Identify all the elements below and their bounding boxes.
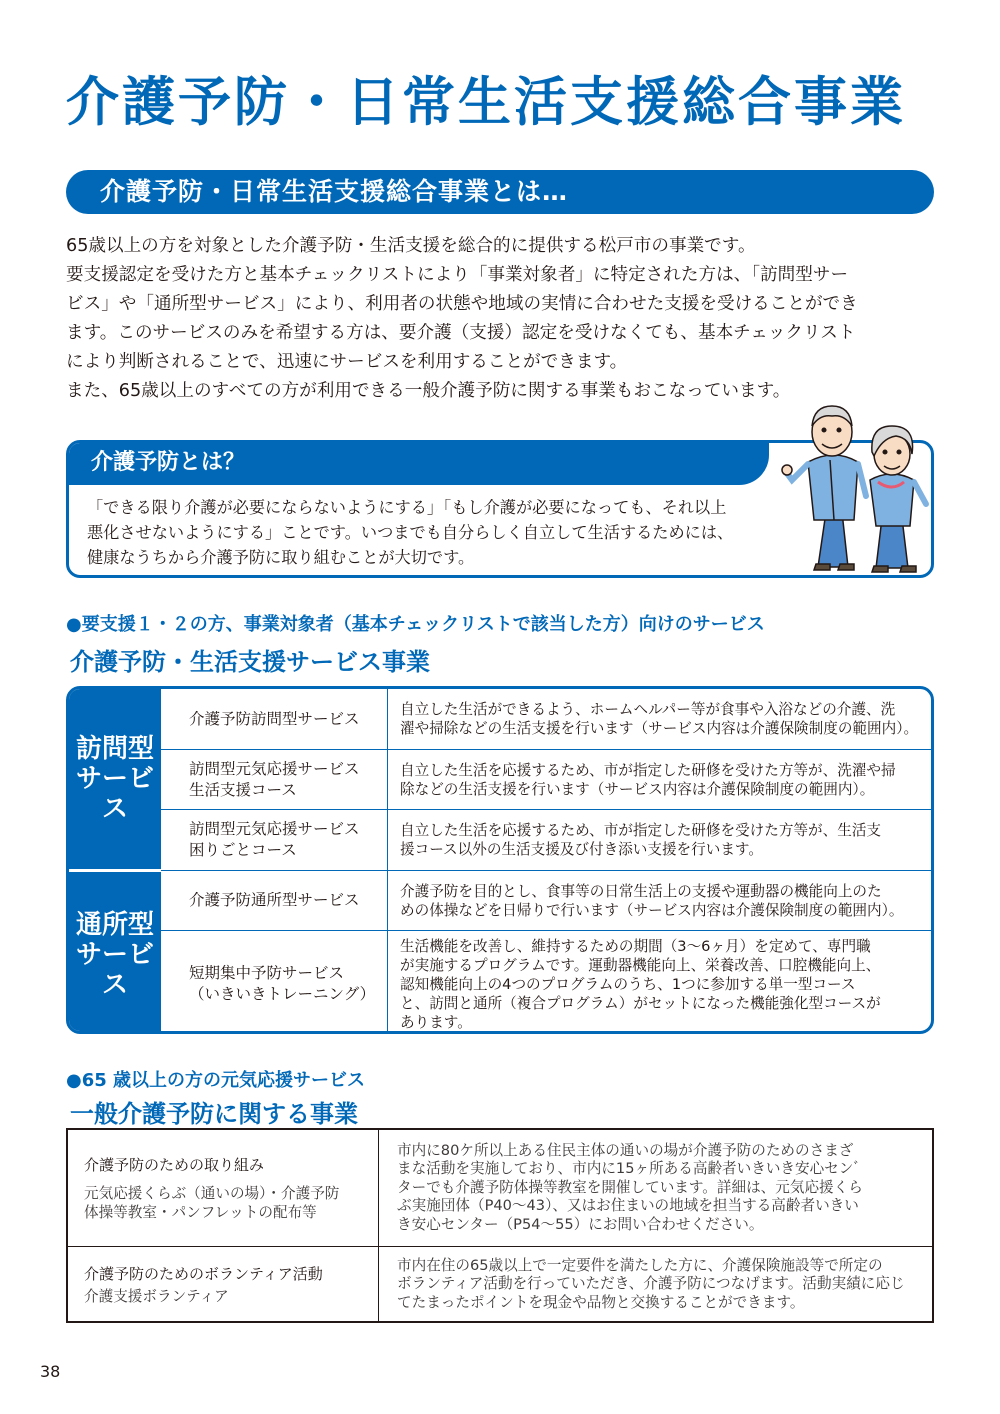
general-name	[68, 1130, 378, 1246]
kaigo-yobou-heading: 介護予防とは？	[91, 450, 246, 475]
general-desc-line: 市内に80ケ所以上ある住民主体の通いの場が介護予防のためのさまざ	[397, 1141, 854, 1159]
general-name	[68, 1247, 378, 1322]
service-name-line: 訪問型元気応援サービス	[189, 820, 360, 838]
intro-line: ます。このサービスのみを希望する方は、要介護（支援）認定を受けなくても、基本チェックリスト	[66, 323, 856, 343]
intro-line: により判断されることで、迅速にサービスを利用することができます。	[66, 352, 628, 372]
table-row	[68, 1246, 932, 1322]
intro-text	[66, 232, 946, 406]
kaigo-yobou-line: 「できる限り介護が必要にならないようにする」「もし介護が必要になっても、それ以上	[87, 498, 727, 517]
category-houmon	[69, 689, 161, 869]
kaigo-yobou-line: 悪化させないようにする」ことです。いつまでも自分らしく自立して生活するためには、	[87, 523, 734, 542]
service-desc-line: 自立した生活ができるよう、ホームヘルパー等が食事や入浴などの介護、洗	[400, 701, 896, 718]
category-tsusho	[69, 871, 161, 1035]
service-name-line: 困りごとコース	[189, 841, 297, 859]
general-desc-line: ボランティア活動を行っていただき、介護予防につなげます。活動実績に応じ	[397, 1275, 905, 1293]
service-name	[161, 750, 387, 809]
table-row	[161, 930, 931, 1034]
intro-line: ビス」や「通所型サービス」により、利用者の状態や地域の実情に合わせた支援を受けることができ	[66, 294, 858, 314]
general-sub	[84, 1184, 378, 1222]
service-name	[161, 810, 387, 870]
service-desc-line: 自立した生活を応援するため、市が指定した研修を受けた方等が、洗濯や掃	[400, 761, 896, 779]
category-label: 通所型	[75, 909, 154, 940]
kaigo-yobou-header	[69, 443, 769, 485]
general-desc-line: 市内在住の65歳以上で一定要件を満たした方に、介護保険施設等で所定の	[397, 1256, 883, 1274]
kaigo-yobou-body	[87, 495, 787, 570]
general-sub-line: 元気応援くらぶ（通いの場）・介護予防	[84, 1185, 340, 1202]
service-name-line: （いきいきトレーニング）	[189, 985, 376, 1003]
general-sub-line: 介護支援ボランティア	[84, 1288, 229, 1305]
service-name	[161, 931, 387, 1034]
service-desc	[387, 871, 931, 930]
category-label: サービス	[75, 764, 154, 824]
intro-line: また、65歳以上のすべての方が利用できる一般介護予防に関する事業もおこなっています。	[66, 381, 791, 401]
service-desc-line: めの体操などを日帰りで行います（サービス内容は介護保険制度の範囲内）。	[400, 901, 904, 919]
page-title: 介護予防・日常生活支援総合事業	[66, 72, 906, 133]
section-heading-banner	[66, 170, 934, 214]
general-desc-line: ぶ実施団体（P40～43）、又はお住まいの地域を担当する高齢者いきい	[397, 1197, 859, 1215]
service-desc-line: と、訪問と通所（複合プログラム）がセットになった機能強化型コースが	[400, 994, 881, 1012]
general-table	[66, 1128, 934, 1323]
general-desc-line: まな活動を実施しており、市内に15ヶ所ある高齢者いきいき安心センﾞ	[397, 1160, 861, 1178]
elderly-woman-icon	[870, 426, 926, 572]
service-table	[66, 686, 934, 1034]
section1-bullet: ●要支援１・２の方、事業対象者（基本チェックリストで該当した方）向けのサービス	[66, 614, 765, 635]
general-title: 介護予防のための取り組み	[84, 1156, 265, 1174]
service-name-line: 訪問型元気応援サービス	[189, 759, 360, 778]
service-desc-line: あります。	[400, 1013, 472, 1031]
elderly-man-icon	[782, 406, 866, 570]
intro-line: 要支援認定を受けた方と基本チェックリストにより「事業対象者」に特定された方は、「訪問型サー	[66, 265, 849, 285]
general-desc-line: き安心センター（P54～55）にお問い合わせください。	[397, 1215, 764, 1233]
service-desc-line: 濯や掃除などの生活支援を行います（サービス内容は介護保険制度の範囲内）。	[400, 720, 919, 737]
service-name	[161, 689, 387, 749]
service-desc	[387, 750, 931, 809]
section-heading: 介護予防・日常生活支援総合事業とは…	[100, 177, 569, 206]
section2-heading: 一般介護予防に関する事業	[70, 1100, 358, 1128]
service-desc-line: が実施するプログラムです。運動器機能向上、栄養改善、口腔機能向上、	[400, 956, 881, 974]
general-title: 介護予防のためのボランティア活動	[84, 1265, 323, 1283]
general-desc	[378, 1247, 932, 1322]
category-label: サービス	[75, 939, 154, 1000]
table-row	[161, 689, 931, 749]
service-name	[161, 871, 387, 930]
service-desc-line: 自立した生活を応援するため、市が指定した研修を受けた方等が、生活支	[400, 822, 882, 839]
table-row	[161, 809, 931, 870]
kaigo-yobou-line: 健康なうちから介護予防に取り組むことが大切です。	[87, 548, 475, 567]
table-row	[68, 1130, 932, 1246]
table-row	[161, 870, 931, 930]
table-row	[161, 749, 931, 809]
elderly-couple-walking-illustration	[778, 392, 938, 580]
section2-bullet: ●65 歳以上の方の元気応援サービス	[66, 1070, 366, 1091]
service-desc-line: 援コース以外の生活支援及び付き添い支援を行います。	[400, 841, 763, 858]
service-desc	[387, 931, 931, 1034]
general-desc-line: てたまったポイントを現金や品物と交換することができます。	[397, 1293, 805, 1311]
general-desc	[378, 1130, 932, 1246]
service-name-line: 短期集中予防サービス	[189, 964, 345, 982]
service-desc-line: 介護予防を目的とし、食事等の日常生活上の支援や運動器の機能向上のた	[400, 882, 882, 900]
general-sub-line: 体操等教室・パンフレットの配布等	[84, 1204, 317, 1221]
service-desc-line: 認知機能向上の4つのプログラムのうち、1つに参加する単一型コース	[400, 975, 856, 993]
service-desc-line: 生活機能を改善し、維持するための期間（3～6ヶ月）を定めて、専門職	[400, 937, 871, 955]
section1-heading: 介護予防・生活支援サービス事業	[70, 648, 430, 676]
service-desc	[387, 810, 931, 870]
service-name-line: 生活支援コース	[189, 780, 297, 799]
category-label: 訪問型	[75, 734, 154, 764]
general-sub	[84, 1287, 378, 1306]
general-desc-line: ターでも介護予防体操等教室を開催しています。詳細は、元気応援くら	[397, 1178, 863, 1196]
page-number: 38	[40, 1362, 61, 1381]
service-name-line: 介護予防訪問型サービス	[189, 709, 360, 728]
service-desc	[387, 689, 931, 749]
service-desc-line: 除などの生活支援を行います（サービス内容は介護保険制度の範囲内）。	[400, 780, 875, 798]
intro-line: 65歳以上の方を対象とした介護予防・生活支援を総合的に提供する松戸市の事業です。	[66, 236, 756, 256]
service-name-line: 介護予防通所型サービス	[189, 891, 360, 909]
